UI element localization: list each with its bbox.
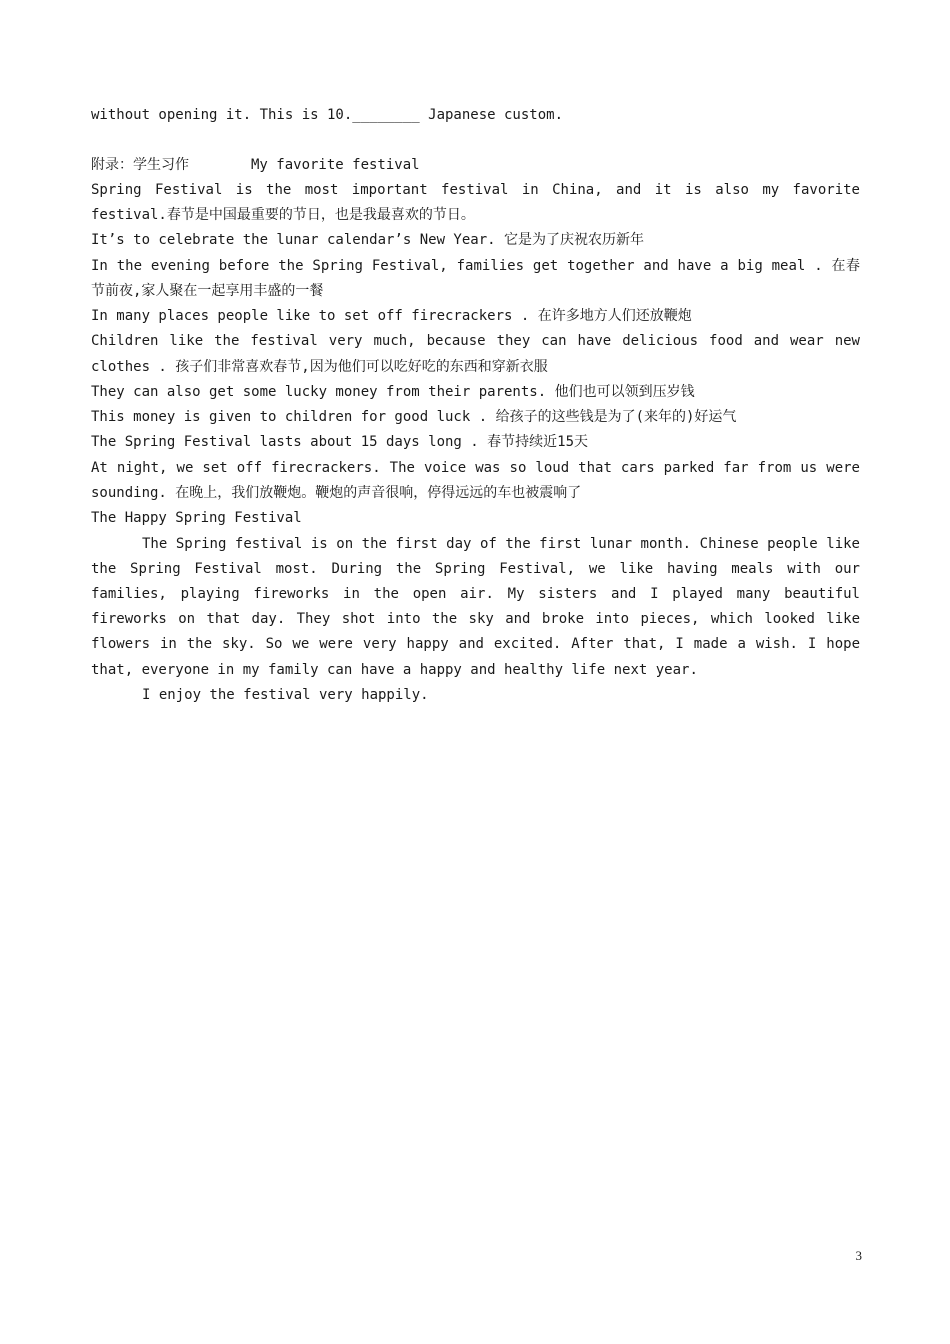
essay-line: families, playing fireworks in the open air. My sisters and I played many beautiful	[91, 586, 860, 602]
page-number: 3	[855, 1248, 862, 1263]
sentence-line: They can also get some lucky money from their parents. 他们也可以领到压岁钱	[91, 384, 695, 400]
sentence-line: In the evening before the Spring Festival, families get together and have a big meal . 在春	[91, 258, 860, 274]
sentence-line: Children like the festival very much, because they can have delicious food and wear new	[91, 333, 860, 349]
sentence-line: In many places people like to set off firecrackers . 在许多地方人们还放鞭炮	[91, 308, 692, 324]
essay-title: The Happy Spring Festival	[91, 510, 302, 526]
sentence-line: clothes . 孩子们非常喜欢春节,因为他们可以吃好吃的东西和穿新衣服	[91, 359, 548, 375]
essay-line: flowers in the sky. So we were very happy and excited. After that, I made a wish. I hope	[91, 636, 860, 652]
appendix-heading	[91, 153, 860, 178]
sentence-line: festival.春节是中国最重要的节日，也是我最喜欢的节日。	[91, 207, 475, 223]
intro-line: without opening it. This is 10.________ Japanese custom.	[91, 107, 564, 123]
appendix-label: 附录：学生习作	[91, 157, 189, 173]
sentence-line: Spring Festival is the most important festival in China, and it is also my favorite	[91, 182, 860, 198]
sentence-line: The Spring Festival lasts about 15 days long . 春节持续近15天	[91, 434, 589, 450]
sentence-line: At night, we set off firecrackers. The voice was so loud that cars parked far from us were	[91, 460, 860, 476]
essay-line: the Spring Festival most. During the Spring Festival, we like having meals with our	[91, 561, 860, 577]
sentence-line: This money is given to children for good luck . 给孩子的这些钱是为了(来年的)好运气	[91, 409, 737, 425]
essay-line: The Spring festival is on the first day of the first lunar month. Chinese people like	[142, 536, 860, 552]
sentence-line: It’s to celebrate the lunar calendar’s New Year. 它是为了庆祝农历新年	[91, 232, 645, 248]
essay-line: that, everyone in my family can have a happy and healthy life next year.	[91, 662, 698, 678]
sentence-line: sounding. 在晚上，我们放鞭炮。鞭炮的声音很响，停得远远的车也被震响了	[91, 485, 582, 501]
appendix-title: My favorite festival	[251, 157, 420, 173]
essay-closing-line: I enjoy the festival very happily.	[142, 687, 429, 703]
sentence-line: 节前夜,家人聚在一起享用丰盛的一餐	[91, 283, 324, 299]
essay-line: fireworks on that day. They shot into the sky and broke into pieces, which looked like	[91, 611, 860, 627]
